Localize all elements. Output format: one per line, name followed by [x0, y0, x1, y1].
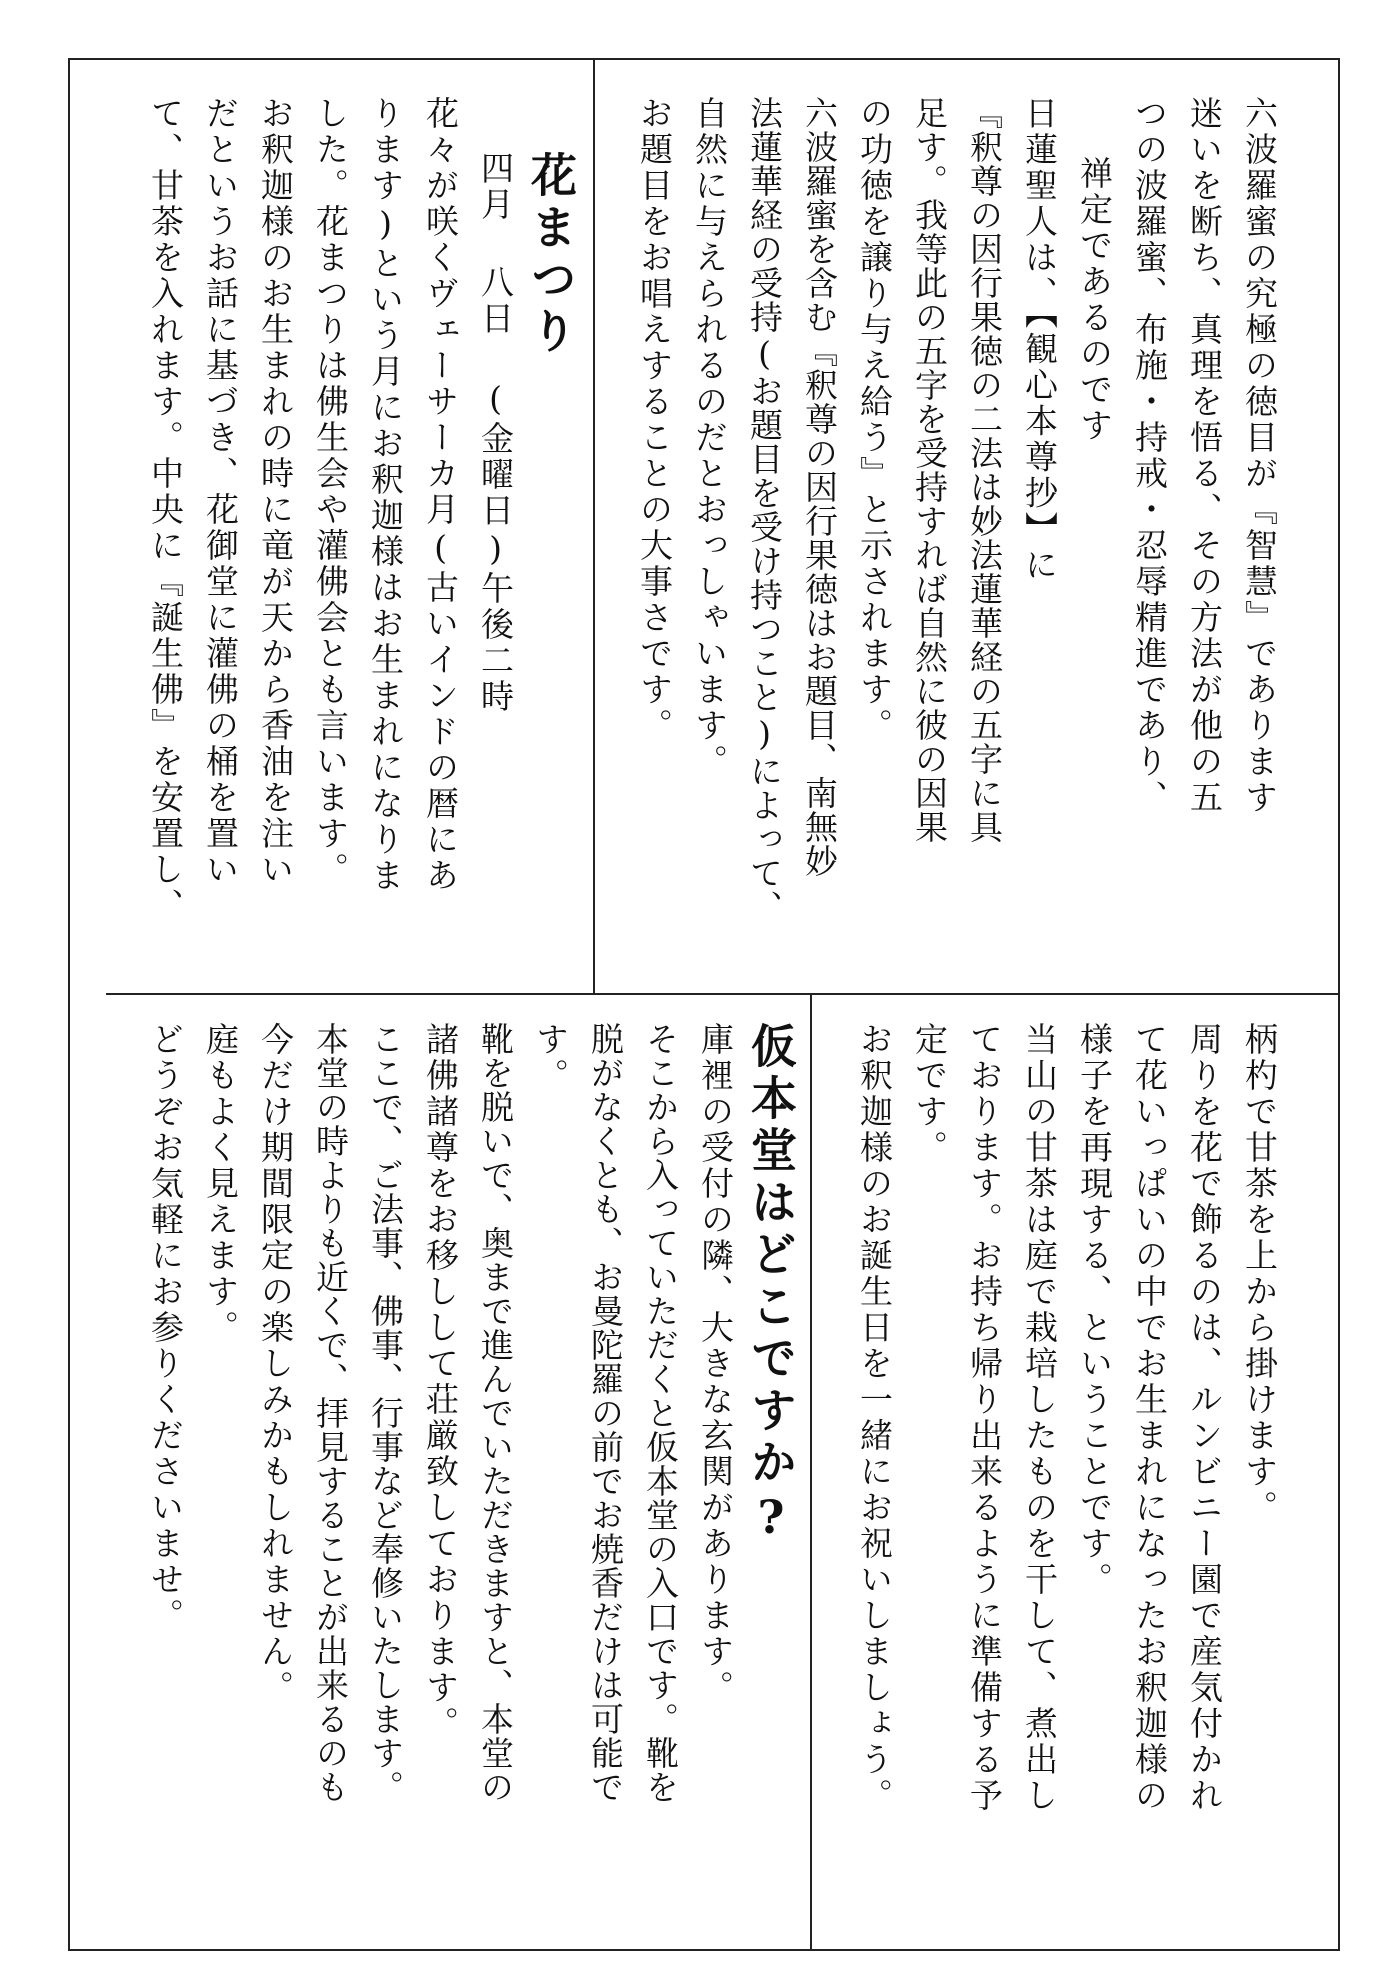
text-line: 禅定であるのです [1075, 156, 1114, 444]
text-line: て、甘茶を入れます。中央に『誕生佛』を安置し、 [146, 96, 185, 924]
text-line: 迷いを断ち、真理を悟る、その方法が他の五 [1185, 96, 1224, 816]
text-line: どうぞお気軽にお参りくださいませ。 [146, 1022, 185, 1634]
text-line: 脱がなくとも、お曼陀羅の前でお焼香だけは可能で [586, 1022, 625, 1804]
text-line: だというお話に基づき、花御堂に灌佛の桶を置い [201, 96, 240, 888]
text-line: 『釈尊の因行果徳の二法は妙法蓮華経の五字に具 [965, 96, 1004, 844]
text-line: 花々が咲くヴェーサーカ月(古いインドの暦にあ [421, 96, 460, 894]
panel-amacha [830, 1022, 1287, 1922]
text-line: 柄杓で甘茶を上から掛けます。 [1240, 1022, 1279, 1526]
text-line: 足す。我等此の五字を受持すれば自然に彼の因果 [910, 96, 949, 844]
panel-hanamatsuri [108, 96, 578, 966]
text-line: 法蓮華経の受持(お題目を受け持つこと)によって、 [745, 96, 784, 924]
text-line: 当山の甘茶は庭で栽培したものを干して、煮出し [1020, 1022, 1059, 1814]
text-line: の功徳を譲り与え給う』と示されます。 [855, 96, 894, 744]
text-line: した。花まつりは佛生会や灌佛会とも言います。 [311, 96, 350, 888]
text-line: 庭もよく見えます。 [201, 1022, 240, 1346]
text-line: 靴を脱いで、奥まで進んでいただきますと、本堂の [476, 1022, 515, 1804]
top-vertical-divider [593, 58, 595, 995]
text-line: お釈迦様のお誕生日を一緒にお祝いしましょう。 [855, 1022, 894, 1814]
text-line: 今だけ期間限定の楽しみかもしれません。 [256, 1022, 295, 1706]
text-line: そこから入っていただくと仮本堂の入口です。靴を [641, 1022, 680, 1804]
horizontal-divider [106, 993, 1340, 995]
text-line: お釈迦様のお生まれの時に竜が天から香油を注い [256, 96, 295, 888]
event-date: 四月 八日 (金曜日)午後二時 [476, 151, 515, 715]
section-title: 花まつり [524, 151, 578, 359]
text-line: 様子を再現する、ということです。 [1075, 1022, 1114, 1598]
panel-karihondo [108, 1022, 798, 1922]
text-line: 六波羅蜜の究極の徳目が『智慧』であります [1240, 96, 1279, 816]
text-line: 定です。 [910, 1022, 949, 1166]
text-line: て花いっぱいの中でお生まれになったお釈迦様の [1130, 1022, 1169, 1814]
text-line: ります)という月にお釈迦様はお生まれになりま [366, 96, 405, 894]
text-line: ここで、ご法事、佛事、行事など奉修いたします。 [366, 1022, 405, 1804]
text-line: お題目をお唱えすることの大事さです。 [635, 96, 674, 744]
bottom-vertical-divider [810, 993, 812, 1951]
text-line: 自然に与えられるのだとおっしゃいます。 [690, 96, 729, 780]
text-line: ております。お持ち帰り出来るように準備する予 [965, 1022, 1004, 1814]
text-line: す。 [531, 1022, 570, 1094]
panel-rokuharamitsu [615, 96, 1287, 966]
text-line: 本堂の時よりも近くで、拝見することが出来るのも [311, 1022, 350, 1804]
text-line: 日蓮聖人は、【観心本尊抄】に [1020, 96, 1059, 584]
text-line: つの波羅蜜、布施・持戒・忍辱精進であり、 [1130, 96, 1169, 816]
text-line: 庫裡の受付の隣、大きな玄関があります。 [696, 1022, 735, 1706]
text-line: 周りを花で飾るのは、ルンビニー園で産気付かれ [1185, 1022, 1224, 1814]
text-line: 諸佛諸尊をお移しして荘厳致しております。 [421, 1022, 460, 1742]
text-line: 六波羅蜜を含む『釈尊の因行果徳はお題目、南無妙 [800, 96, 839, 878]
section-title: 仮本堂はどこですか? [744, 1022, 798, 1550]
